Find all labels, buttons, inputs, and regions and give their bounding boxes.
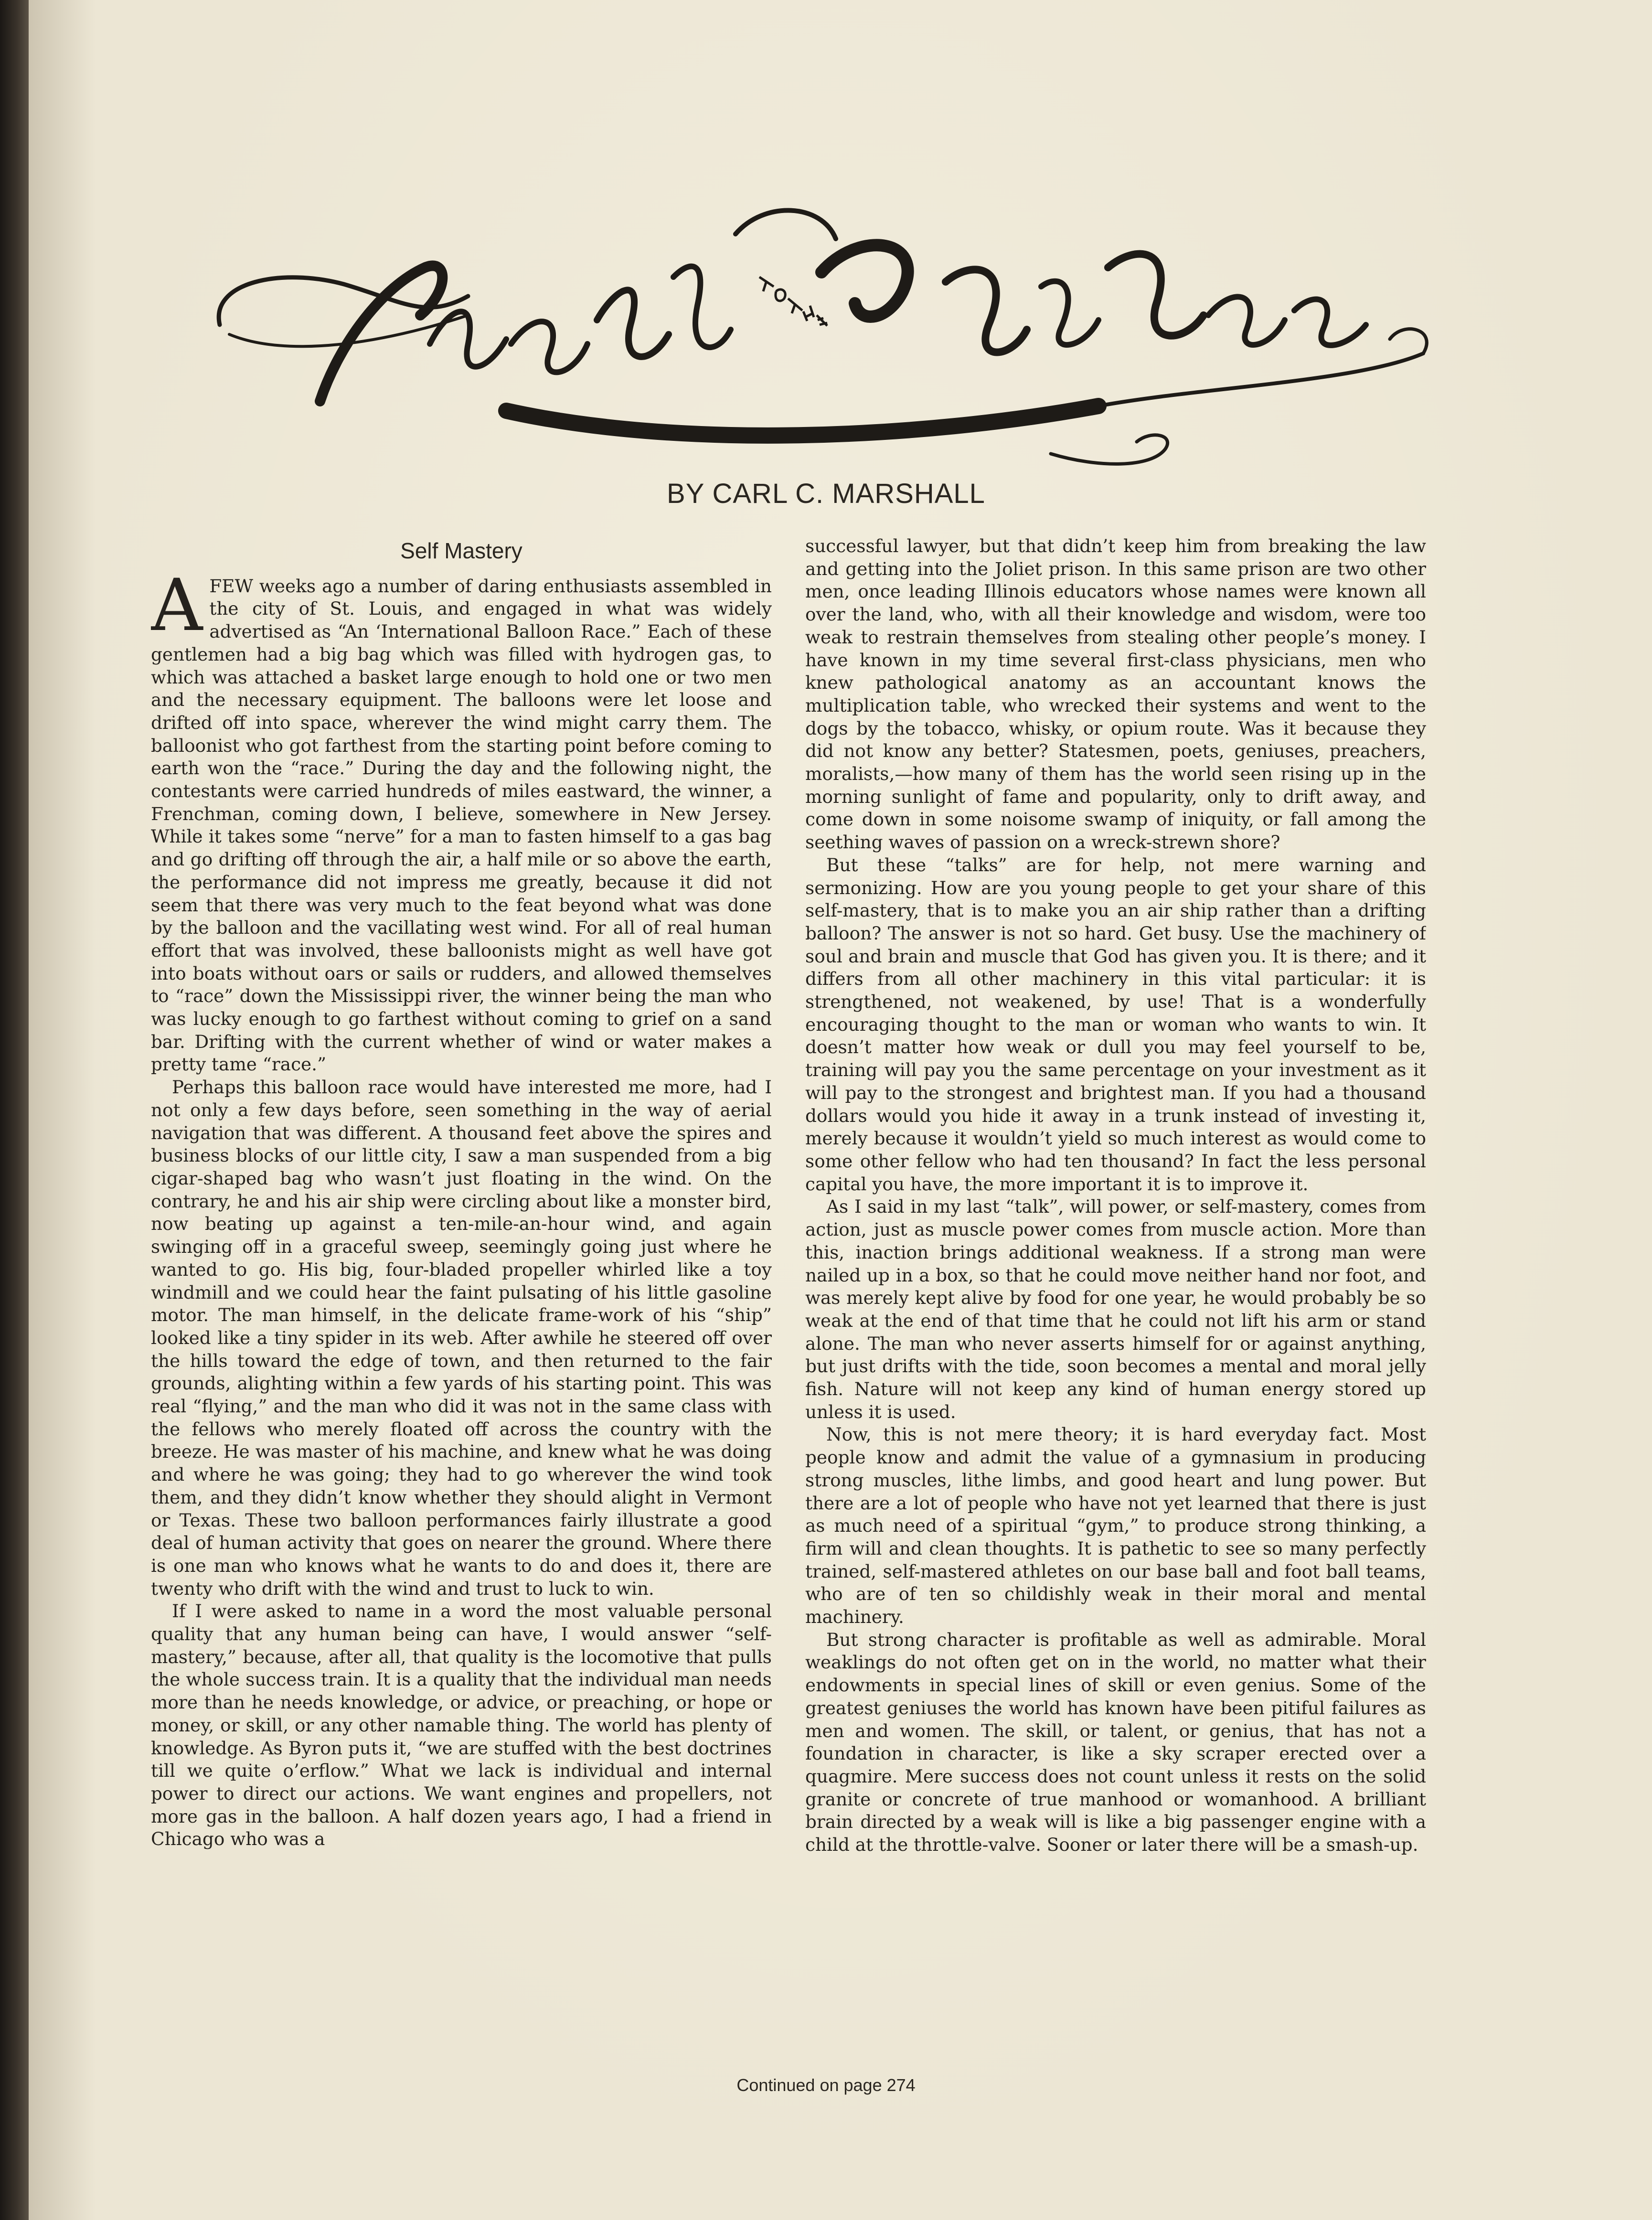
section-heading: Self Mastery (400, 538, 522, 563)
continued-note: Continued on page 274 (736, 2075, 916, 2095)
paragraph: But strong character is profitable as well as admirable. Moral weaklings do not often get on in the world, no matter what their endowments in special lines of skill or even genius. Some of the greatest geniuses the world has known have been pitiful failures as men and women. The skill, or talent, or genius, that has not a foundation in character, is like a sky scraper erected over a quagmire. Mere success does not count unless it rests on the solid granite or concrete of true manhood or womanhood. A brilliant brain directed by a weak will is like a big passenger engine with a child at the throttle-valve. Sooner or later there will be a smash-up. (805, 1629, 1426, 1856)
drop-cap: A (151, 564, 203, 647)
paragraph: Now, this is not mere theory; it is hard everyday fact. Most people know and admit the value of a gymnasium in producing strong muscles, lithe limbs, and good heart and lung power. But there are a lot of people who have not yet learned that there is just as much need of a spiritual “gym,” to produce strong thinking, a firm will and clean thoughts. It is pathetic to see so many perfectly trained, self-mastered athletes on our base ball and foot ball teams, who are of ten so childishly weak in their moral and mental machinery. (805, 1424, 1426, 1628)
binding-edge (0, 0, 29, 2220)
paragraph: But these “talks” are for help, not mere warning and sermonizing. How are you young people to get your share of this self-mastery, that is to make you an air ship rather than a drifting balloon? The answer is not so hard. Get busy. Use the machinery of soul and brain and muscle that God has given you. It is there; and it differs from all other machinery in this vital particular: it is strengthened, not weakened, by use! That is a wonderfully encouraging thought to the man or woman who wants to win. It doesn’t matter how weak or dull you may feel yourself to be, training will pay you the same percentage on your investment as it will pay to the strongest and brightest man. If you had a thousand dollars would you hide it away in a trunk instead of investing it, merely because it wouldn’t yield so much interest as would come to some other fellow who had ten thousand? In fact the less personal capital you have, the more important it is to improve it. (805, 854, 1426, 1195)
right-column (805, 535, 1426, 2054)
title-script-strokes (320, 254, 1366, 401)
paragraph: successful lawyer, but that didn’t keep him from breaking the law and getting into the Joliet prison. In this same prison are two other men, once leading Illinois educators whose names were known all over the land, who, with all their knowledge and wisdom, were too weak to restrain themselves from stealing other people’s money. I have known in my time several first-class physicians, men who knew pathological anatomy as an accountant knows the multiplication table, who wrecked their systems and went to the dogs by the tobacco, whisky, or opium route. Was it because they did not know any better? Statesmen, poets, geniuses, preachers, moralists,—how many of them has the world seen rising up in the morning sunlight of fame and popularity, only to drift away, and come down in some noisome swamp of iniquity, or fall among the seething waves of passion on a wreck-strewn shore? (805, 535, 1426, 853)
title-lettering (201, 201, 1442, 497)
paragraph: Perhaps this balloon race would have interested me more, had I not only a few days before, seen something in the way of aerial navigation that was different. A thousand feet above the spires and business blocks of our little city, I saw a man suspended from a big cigar-shaped bag who wasn’t just floating in the wind. On the contrary, he and his air ship were circling about like a monster bird, now beating up against a ten-mile-an-hour wind, and again swinging off in a graceful sweep, seemingly going just where he wanted to go. His big, four-bladed propeller whirled like a toy windmill and we could hear the faint pulsating of his little gasoline motor. The man himself, in the delicate frame-work of his “ship” looked like a tiny spider in its web. After awhile he steered off over the hills toward the edge of town, and then returned to the fair grounds, alighting within a few yards of his starting point. This was real “flying,” and the man who did it was not in the same class with the fellows who merely floated off across the country with the breeze. He was master of his machine, and knew what he was doing and where he was going; they had to go wherever the wind took them, and they didn’t know whether they should alight in Vermont or Texas. These two balloon performances fairly illustrate a good deal of human activity that goes on nearer the ground. Where there is one man who knows what he wants to do and does it, there are twenty who drift with the wind and trust to luck to win. (151, 1077, 772, 1599)
left-column (151, 535, 772, 2054)
byline: BY CARL C. MARSHALL (667, 478, 985, 509)
title-small-caps (759, 277, 827, 326)
paragraph-text: FEW weeks ago a number of daring enthusiasts assembled in the city of St. Louis, and engaged in what was widely advertised as “An ‘International Balloon Race.” Each of these gentlemen had a big bag which was filled with hydrogen gas, to which was attached a basket large enough to hold one or two men and the necessary equipment. The balloons were let loose and drifted off into space, wherever the wind might carry them. The balloonist who got farthest from the starting point before coming to earth won the “race.” During the day and the following night, the contestants were carried hundreds of miles eastward, the winner, a Frenchman, coming down, I believe, somewhere in New Jersey. While it takes some “nerve” for a man to fasten himself to a gas bag and go drifting off through the air, a half mile or so above the earth, the performance did not impress me greatly, because it did not seem that there was very much to the feat beyond what was done by the balloon and the vacillating west wind. For all of real human effort that was involved, these balloonists might as well have got into boats without oars or sails or rudders, and allowed themselves to “race” down the Mississippi river, the winner being the man who was lucky enough to go farthest without coming to grief on a sand bar. Drifting with the current whether of wind or water makes a pretty tame “race.” (151, 575, 772, 1075)
paragraph: As I said in my last “talk”, will power, or self-mastery, comes from action, just as muscle power comes from muscle action. More than this, inaction brings additional weakness. If a strong man were nailed up in a box, so that he could move neither hand nor foot, and was merely kept alive by food for one year, he would probably be so weak at the end of that time that he could not lift his arm or stand alone. The man who never asserts himself for or against anything, but just drifts with the tide, soon becomes a mental and moral jelly fish. Nature will not keep any kind of human energy stored up unless it is used. (805, 1196, 1426, 1422)
paragraph: If I were asked to name in a word the most valuable personal quality that any human being can have, I would answer “self-mastery,” because, after all, that quality is the locomotive that pulls the whole success train. It is a quality that the individual man needs more than he needs knowledge, or advice, or preaching, or hope or money, or skill, or any other namable thing. The world has plenty of knowledge. As Byron puts it, “we are stuffed with the best doctrines till we quite o’erflow.” What we lack is individual and internal power to direct our actions. We want engines and propellers, not more gas in the balloon. A half dozen years ago, I had a friend in Chicago who was a (151, 1601, 772, 1850)
paragraph (151, 564, 772, 1076)
